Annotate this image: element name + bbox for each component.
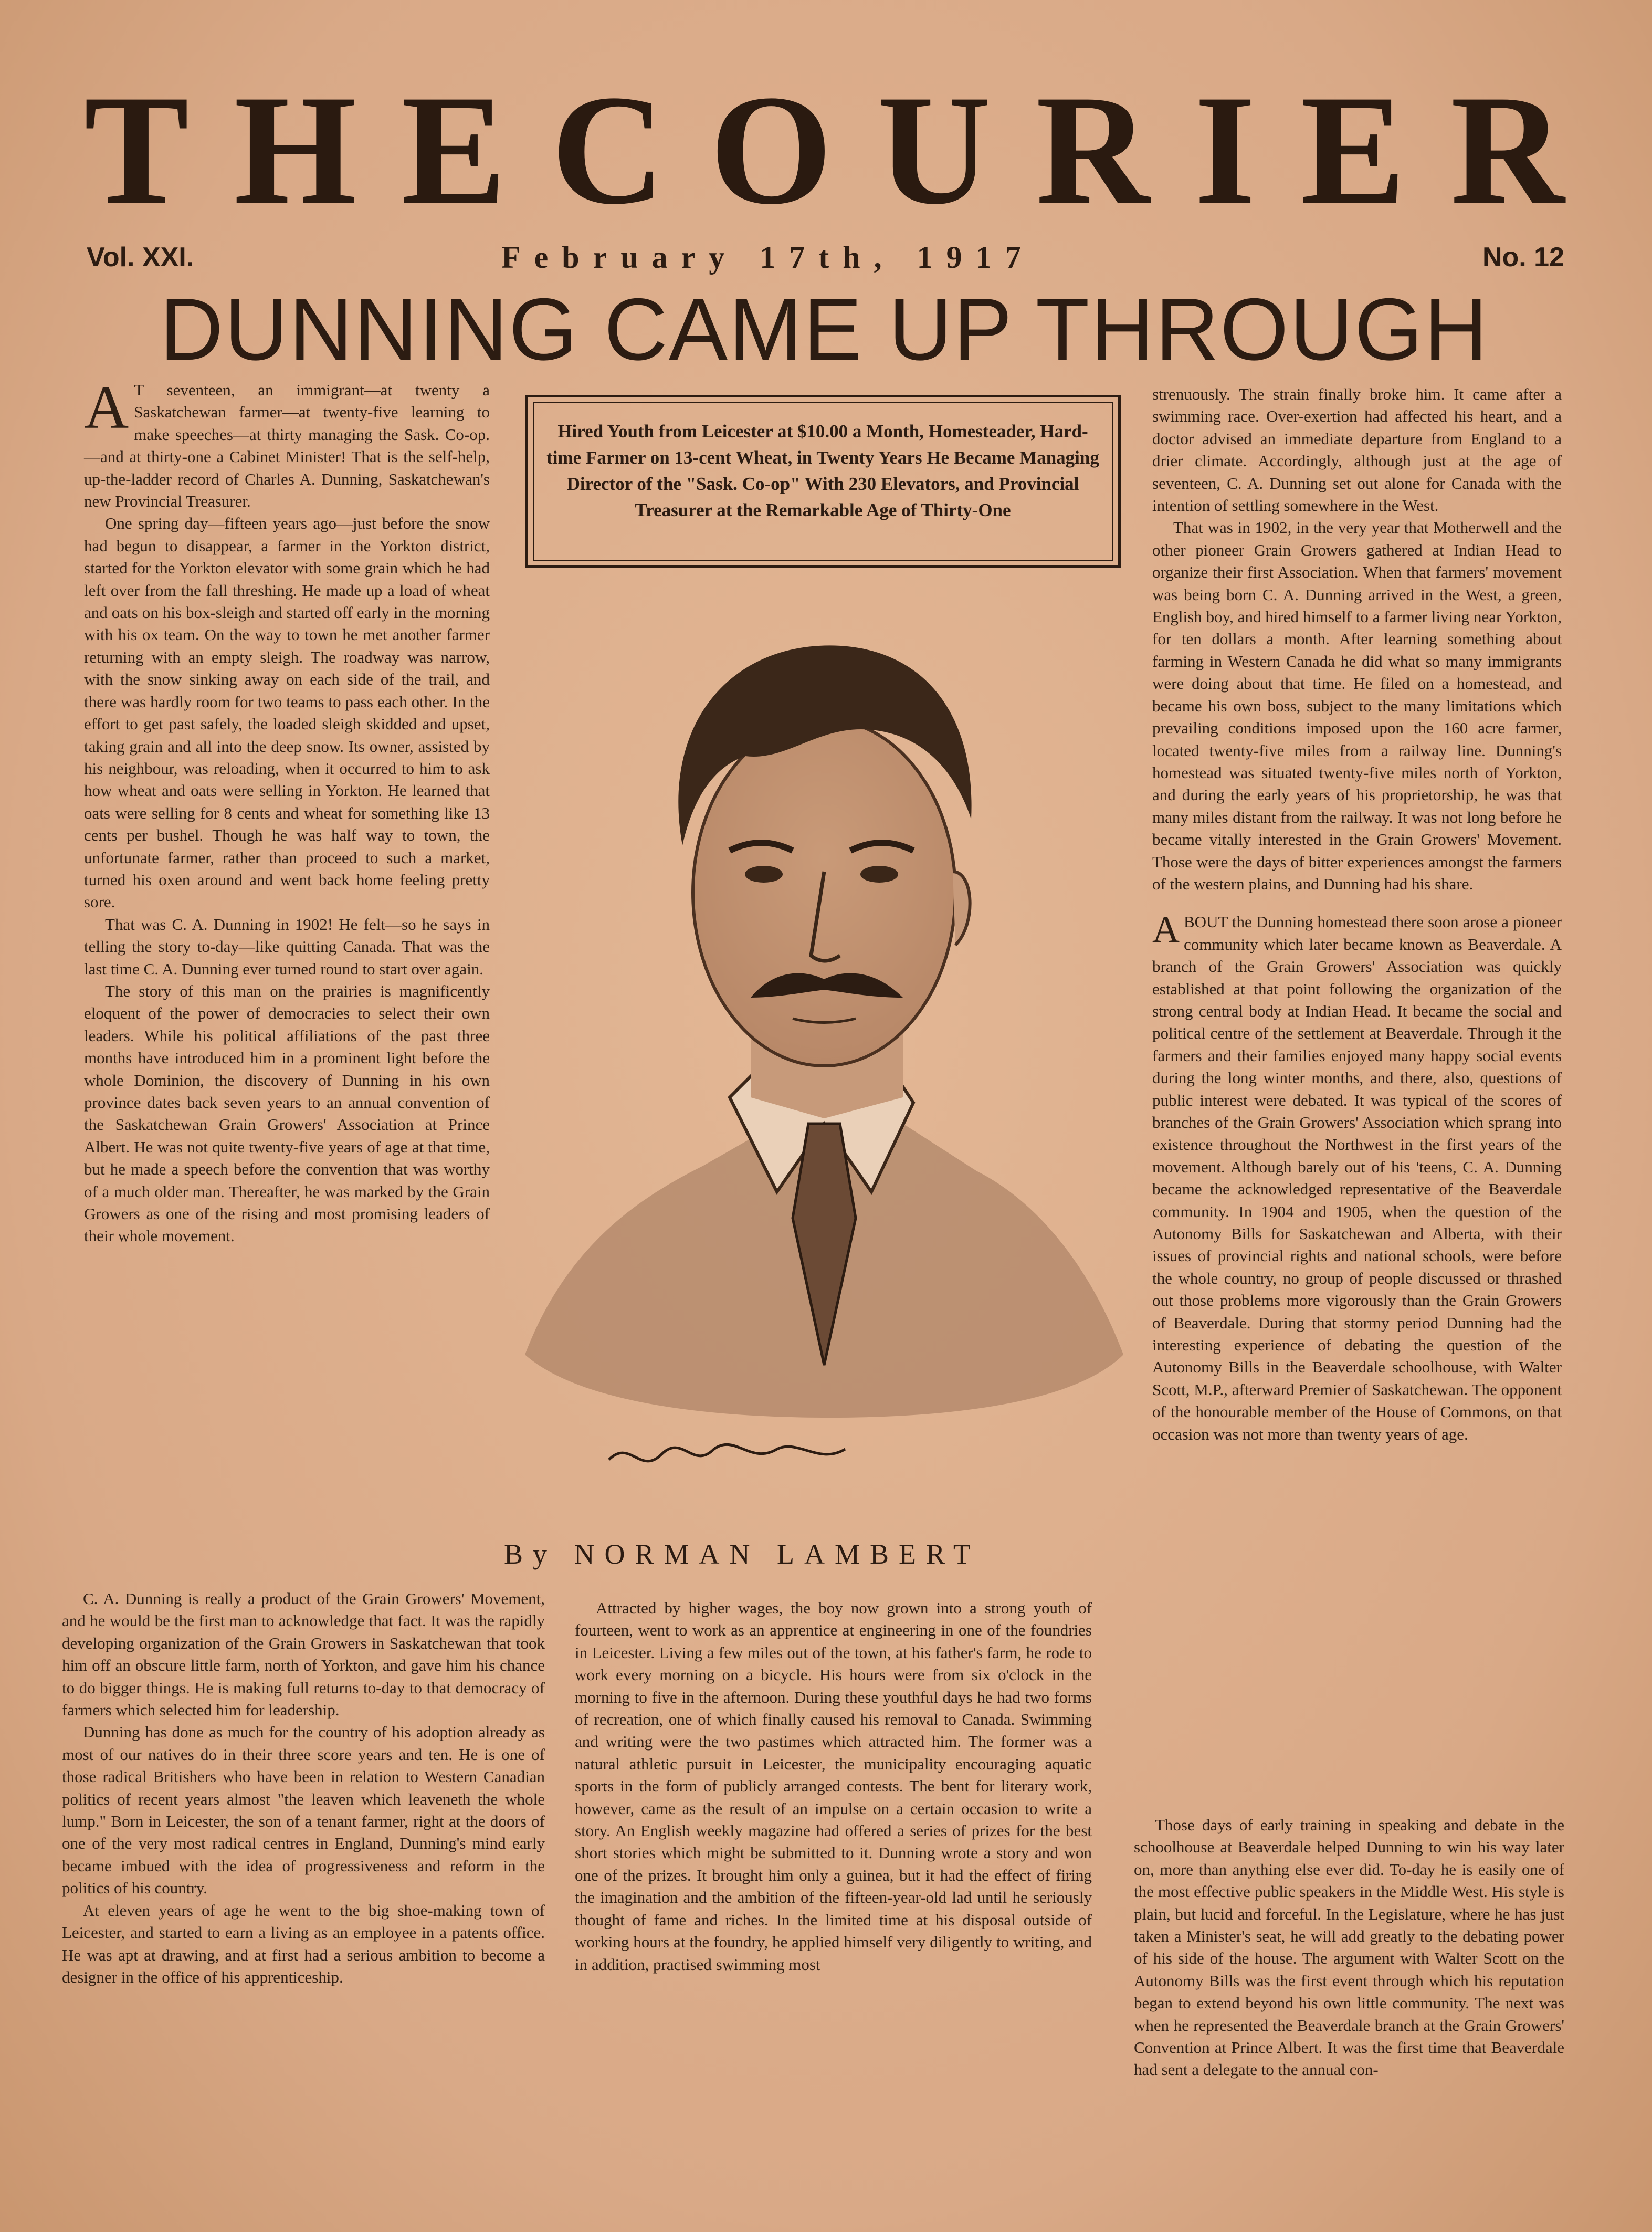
masthead-letter: R [1450,62,1564,237]
dateline [87,239,1564,276]
portrait-sketch [504,599,1144,1523]
article-column-3-lower [1134,1814,1564,2081]
paragraph: Attracted by higher wages, the boy now grown into a strong youth of fourteen, went to work as an apprentice at engineering in one of the foundries in Leicester. Living a few miles out of the town, at his father's farm, he rode to work every morning on a bicycle. His hours were from six o'clock in the morning to five in the afternoon. During these youthful days he had two forms of recreation, one of which finally caused his removal to Canada. Swimming and writing were the two pastimes which attracted him. The former was a natural athletic pursuit in Leicester, the municipality encouraging aquatic sports in the form of publicly arranged contests. The bent for literary work, however, came as the result of an impulse on a certain occasion to write a story. An English weekly magazine had offered a series of prizes for the best short stories which might be submitted to it. Dunning wrote a story and won one of the prizes. It brought him only a guinea, but it had the effect of firing the imagination and the ambition of the fifteen-year-old lad until he seriously thought of fame and riches. In the limited time at his disposal outside of working hours at the foundry, he applied himself very diligently to writing, and in addition, practised swimming most [575,1599,1092,1974]
masthead-letter: I [1194,62,1256,237]
paragraph: Dunning has done as much for the country of his adoption already as most of our natives do in their three score years and ten. He is one of those radical Britishers who have been in relation to Western Canadian politics of recent years almost "the leaven which leaveneth the whole lump." Born in Leicester, the son of a tenant farmer, right at the doors of one of the very most radical centres in England, Dunning's mind early became imbued with the idea of progressiveness and reform in the politics of his country. [62,1723,545,1898]
paragraph: Those days of early training in speaking and debate in the schoolhouse at Beaverdale helped Dunning to win his way later on, more than anything else ever did. To-day he is easily one of the most effective public speakers in the Middle West. His style is plain, but lucid and forceful. In the Legislature, where he has just taken a Minister's seat, he will add greatly to the debating power of his side of the house. The argument with Walter Scott on the Autonomy Bills was the first event through which his reputation began to extend beyond his own little community. The next was when he represented the Beaverdale branch at the Grain Growers' Convention at Prince Albert. It was the first time that Beaverdale had sent a delegate to the annual con- [1134,1816,1564,2079]
paragraph: C. A. Dunning is really a product of the Grain Growers' Movement, and he would be the first man to acknowledge that fact. It was the rapidly developing organization of the Grain Growers in Saskatchewan that took him off an obscure little farm, north of Yorkton, and gave him his chance to do bigger things. He is making full returns to-day to that democracy of farmers which selected him for leadership. [62,1589,545,1720]
eye-right [860,866,898,883]
subhead-text: Hired Youth from Leicester at $10.00 a Month, Homesteader, Hard-time Farmer on 13-cent Wheat, in Twenty Years He Became Managing Director of the "Sask. Co-op" With 230 Elevators, and Provincial Treasurer at the Remarkable Age of Thirty-One [533,402,1113,561]
issue-number: No. 12 [1482,242,1564,273]
volume-number: Vol. XXI. [87,242,194,273]
masthead-letter: E [401,62,507,237]
article-headline: DUNNING CAME UP THROUGH [160,280,1489,379]
masthead-title [84,62,1564,237]
face-shape [693,719,955,1066]
artist-signature [609,1444,845,1461]
paragraph [1152,908,1562,1445]
masthead-letter: U [877,62,991,237]
drop-cap: A [1152,908,1180,951]
ear-shape [953,872,970,945]
paragraph: That was in 1902, in the very year that Motherwell and the other pioneer Grain Growers gathered at Indian Head to organize their first Association. When that farmers' movement was being born C. A. Dunning arrived in the West, a green, English boy, and hired himself to a farmer living near Yorkton, for ten dollars a month. After learning something about farming in Western Canada he did what so many immigrants were doing about that time. He filed on a homestead, and became his own boss, subject to the many limitations which prevailing conditions imposed upon the 160 acre farmer, located twenty-five miles from a railway line. Dunning's homestead was situated twenty-five miles north of Yorkton, and during the early years of his proprietorship, he was that many miles distant from the railway. It was not long before he became vitally interested in the Grain Growers' Movement. Those were the days of bitter experiences amongst the farmers of the western plains, and Dunning had his share. [1152,518,1562,893]
article-column-2 [575,1597,1092,1976]
paragraph: That was C. A. Dunning in 1902! He felt—so he says in telling the story to-day—like quitting Canada. That was the last time C. A. Dunning ever turned round to start over again. [84,915,490,978]
article-column-1 [84,373,490,1248]
paragraph: At eleven years of age he went to the big shoe-making town of Leicester, and started to earn a living as an employee in a patents office. He was apt at drawing, and at first had a serious ambition to become a designer in the office of his apprenticeship. [62,1901,545,1986]
masthead-letter: C [551,62,665,237]
masthead-letter: E [1300,62,1406,237]
drop-cap: A [84,373,129,442]
paragraph-text: T seventeen, an immigrant—at twenty a Saskatchewan farmer—at twenty-five learning to make speeches—at thirty managing the Sask. Co-op.—and at thirty-one a Cabinet Minister! That is the self-help, up-the-ladder record of Charles A. Dunning, Saskatchewan's new Provincial Treasurer. [84,381,490,511]
paragraph-text: BOUT the Dunning homestead there soon arose a pioneer community which later became known as Beaverdale. A branch of the Grain Growers' Association was quickly established at that point following the organization of the strong central body at Indian Head. It became the social and political centre of the settlement at Beaverdale. Through it the farmers and their families enjoyed many happy social events during the long winter months, and there, also, questions of public interest were debated. It was typical of the scores of branches of the Grain Growers' Association which sprang into existence throughout the Northwest in the first years of the movement. Although barely out of his 'teens, C. A. Dunning became the acknowledged representative of the Beaverdale community. In 1904 and 1905, when the question of the Autonomy Bills for Saskatchewan and Alberta, with their issues of provincial rights and national schools, were before the whole country, no group of people discussed or thrashed out those problems more vigorously than the Grain Growers of Beaverdale. During that stormy period Dunning had the interesting experience of debating the question of the Autonomy Bills in the Beaverdale schoolhouse, with Walter Scott, M.P., afterward Premier of Saskatchewan. The opponent of the honourable member of the House of Commons, on that occasion was not more than twenty years of age. [1152,913,1562,1443]
paragraph: strenuously. The strain finally broke him. It came after a swimming race. Over-exertion had affected his heart, and a doctor advised an immediate departure from England to a drier climate. Accordingly, although just at the age of seventeen, C. A. Dunning set out alone for Canada with the intention of settling somewhere in the West. [1152,385,1562,515]
issue-date: February 17th, 1917 [501,240,1035,275]
article-column-1-lower [62,1588,545,1988]
masthead-letter: O [710,62,833,237]
masthead-letter: T [84,62,190,237]
paragraph [84,373,490,512]
masthead-letter: H [234,62,356,237]
article-column-3 [1152,383,1562,1445]
paragraph: One spring day—fifteen years ago—just before the snow had begun to disappear, a farmer in the Yorkton district, started for the Yorkton elevator with some grain which he had left over from the fall threshing. He made up a load of wheat and oats on his box-sleigh and started off early in the morning with his ox team. On the way to town he met another farmer returning with an empty sleigh. The roadway was narrow, with the snow sinking away on each side of the trail, and there was hardly room for two teams to pass each other. In the effort to get past safely, the loaded sleigh skidded and upset, taking grain and all into the deep snow. Its owner, assisted by his neighbour, was reloading, when it occurred to him to ask how wheat and oats were selling in Yorkton. He learned that oats were selling for 8 cents and wheat for something like 13 cents per bushel. Though he was half way to town, the unfortunate farmer, rather than proceed to such a market, turned his oxen around and went back home feeling pretty sore. [84,514,490,911]
eye-left [745,866,783,883]
paragraph: The story of this man on the prairies is magnificently eloquent of the power of democracies to select their own leaders. While his political affiliations of the past three months have introduced him in a prominent light before the whole Dominion, the discovery of Dunning in his own province dates back seven years to an annual convention of the Saskatchewan Grain Growers' Association at Prince Albert. He was not quite twenty-five years of age at that time, but he made a speech before the convention that was worthy of a much older man. Thereafter, he was marked by the Grain Growers as one of the rising and most promising leaders of their whole movement. [84,981,490,1245]
masthead-letter: R [1036,62,1150,237]
subhead-box [525,395,1121,568]
article-byline: By NORMAN LAMBERT [504,1538,981,1570]
